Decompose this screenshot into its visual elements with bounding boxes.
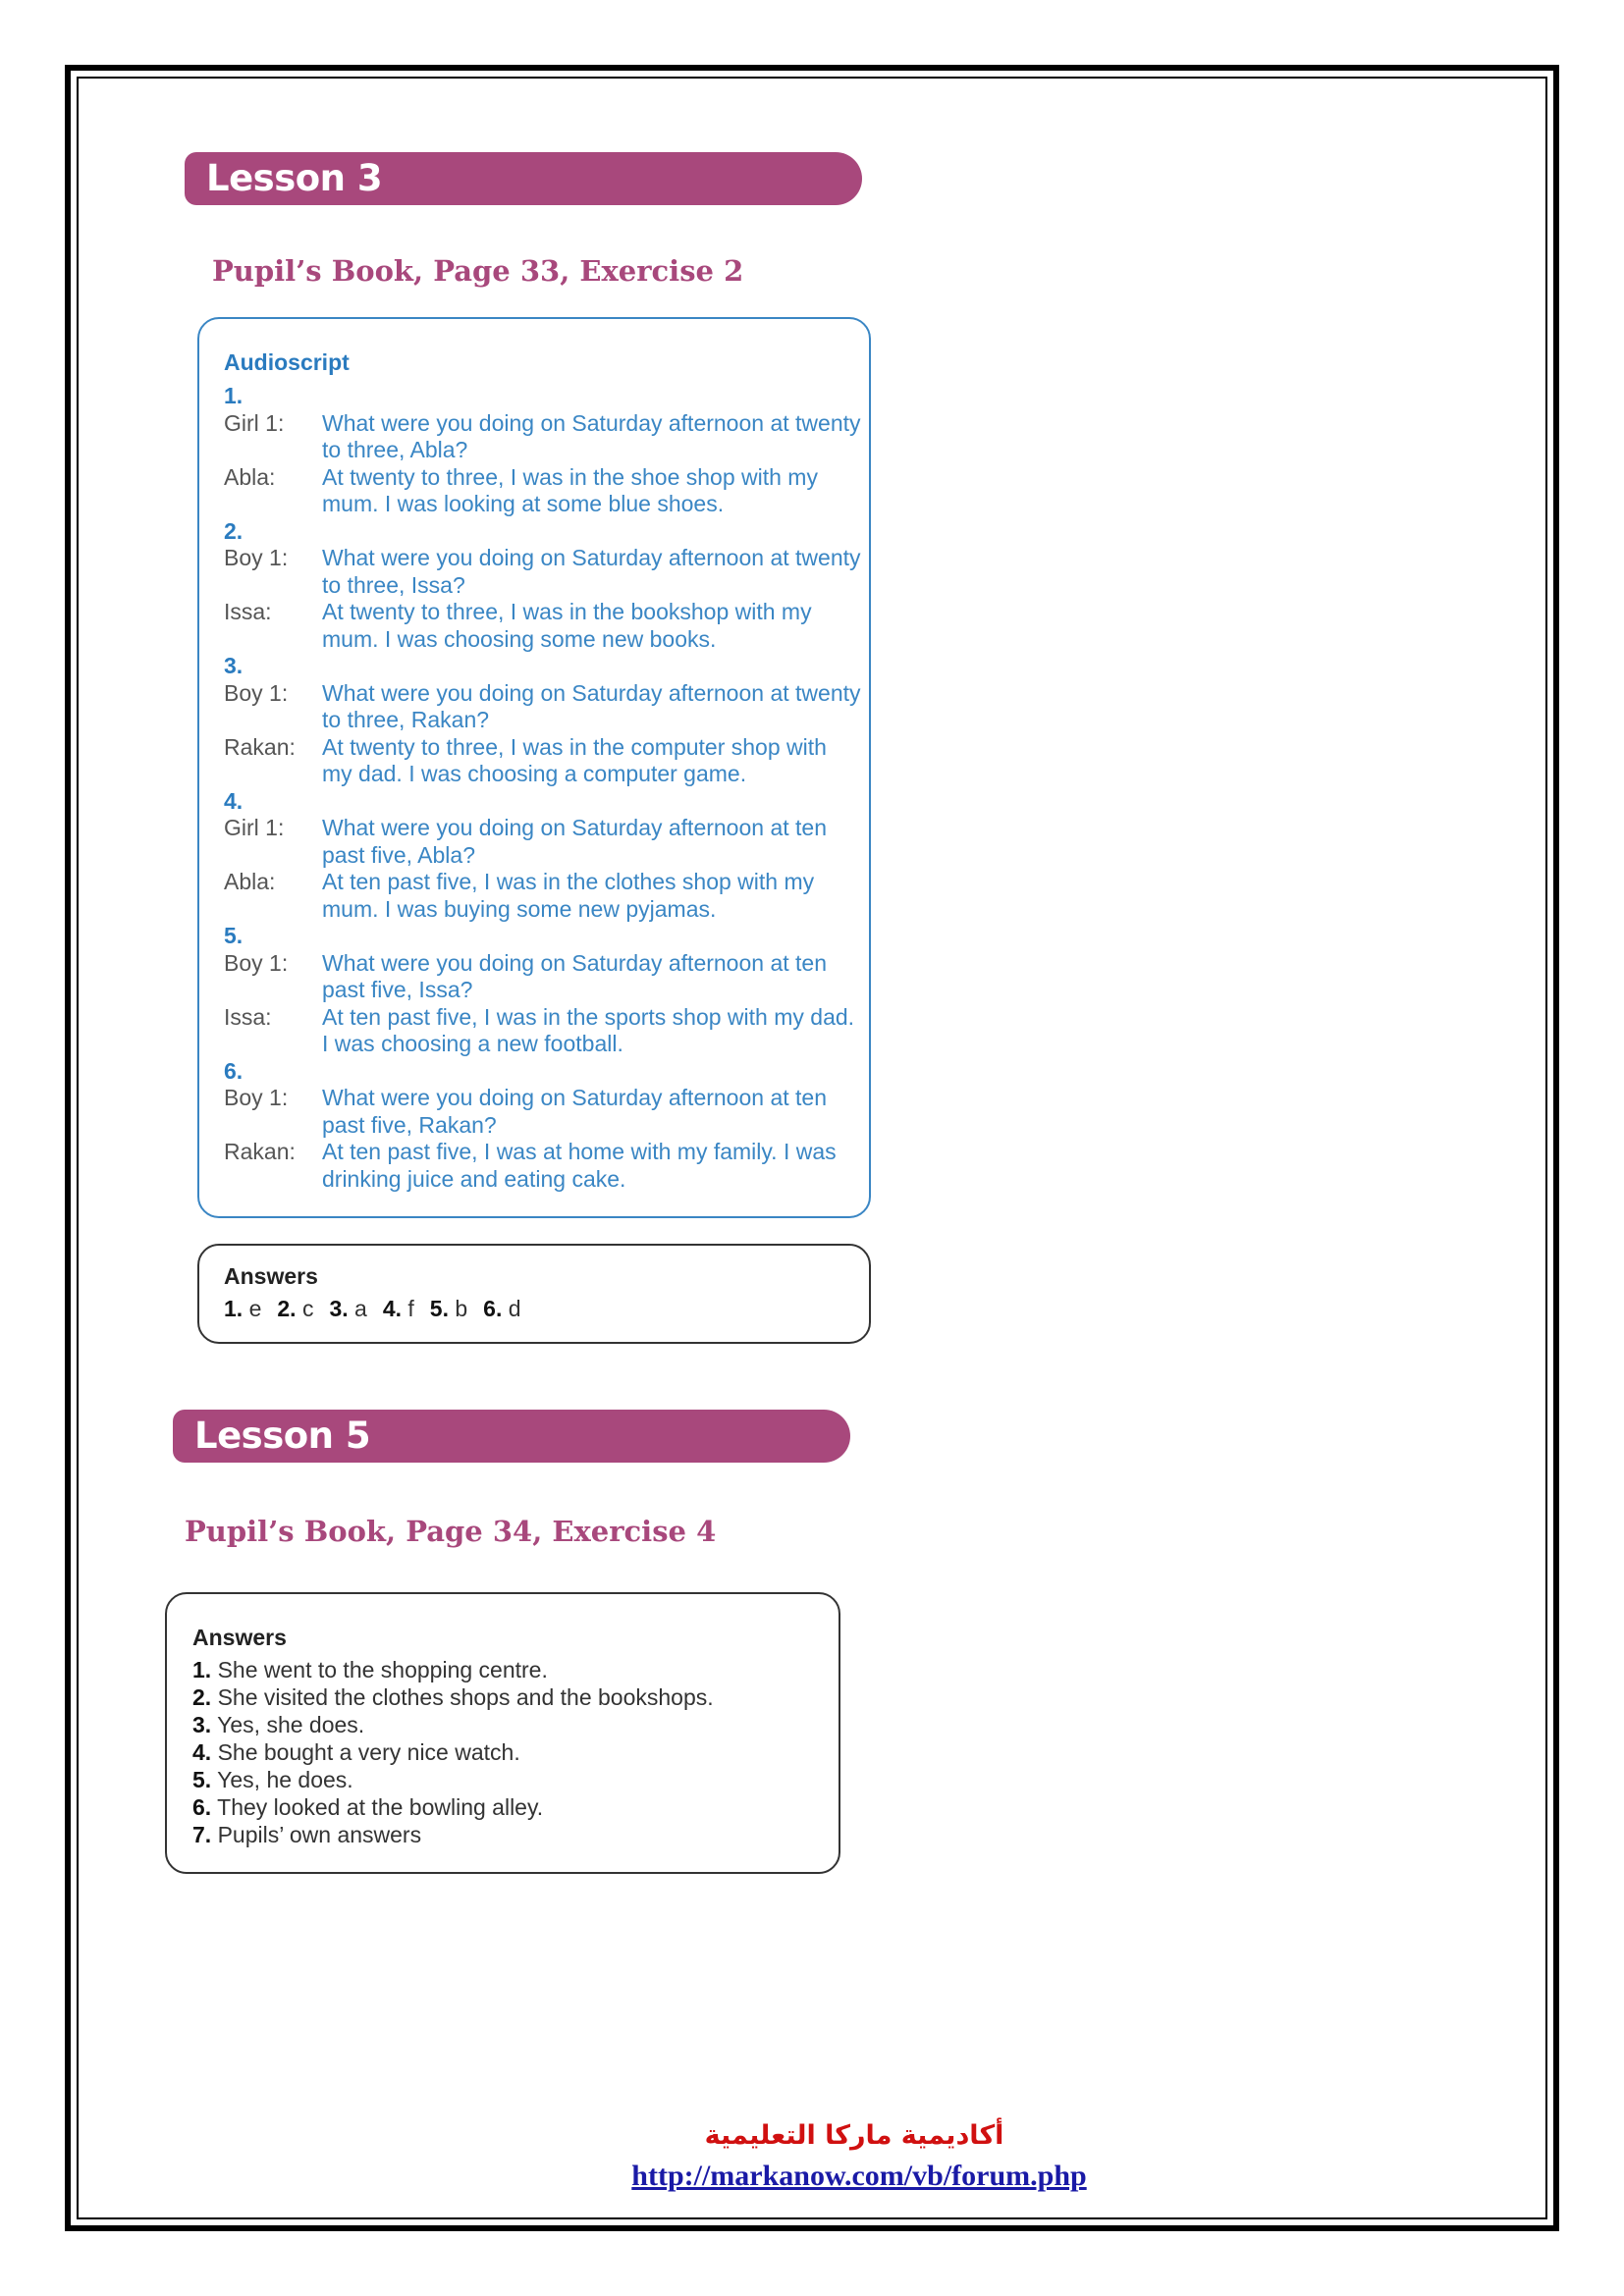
speaker-text: What were you doing on Saturday afternoon at ten past five, Issa? (322, 949, 827, 1002)
lesson5-banner-label: Lesson 5 (194, 1415, 371, 1457)
speaker-text: At twenty to three, I was in the shoe shop with my mum. I was looking at some blue shoes. (322, 463, 818, 516)
lesson5-answers-title: Answers (192, 1625, 287, 1650)
audioscript-item-number: 4. (224, 787, 244, 814)
audioscript-line (224, 1085, 862, 1139)
lesson5-answers-list (192, 1656, 714, 1848)
answer-value: c (296, 1296, 314, 1321)
answer-number: 6. (483, 1296, 503, 1321)
audioscript-title: Audioscript (224, 349, 350, 375)
speaker-text: At twenty to three, I was in the bookshop with my mum. I was choosing some new books. (322, 599, 812, 652)
speaker-text: What were you doing on Saturday afternoon at ten past five, Abla? (322, 815, 827, 868)
answer-number: 4. (382, 1296, 403, 1321)
speaker-label: Girl 1: (224, 409, 285, 436)
audioscript-line (224, 734, 862, 788)
speaker-label: Boy 1: (224, 949, 289, 976)
audioscript-item-number: 6. (224, 1057, 244, 1084)
audioscript-item-number: 1. (224, 383, 244, 408)
answer-number: 1. (224, 1296, 244, 1321)
answer-number: 5. (192, 1767, 212, 1792)
answer-number: 4. (192, 1739, 212, 1765)
speaker-label: Boy 1: (224, 545, 289, 570)
answer-value: a (348, 1296, 367, 1321)
audioscript-line (224, 464, 862, 518)
answer-item (192, 1738, 714, 1766)
answer-number: 1. (192, 1657, 212, 1682)
answer-number: 7. (192, 1822, 212, 1847)
speaker-text: At ten past five, I was in the sports shop with my dad. I was choosing a new football. (322, 1003, 855, 1056)
lesson3-answers-row (224, 1296, 537, 1322)
answer-item (192, 1793, 714, 1821)
audioscript-line (224, 680, 862, 734)
audioscript-item-number: 3. (224, 653, 244, 678)
speaker-text: At ten past five, I was in the clothes shop with my mum. I was buying some new pyjamas. (322, 869, 815, 922)
speaker-text: What were you doing on Saturday afternoon at ten past five, Rakan? (322, 1085, 827, 1138)
answer-value: Yes, she does. (211, 1712, 365, 1737)
answer-number: 3. (192, 1712, 212, 1737)
audioscript-body (224, 383, 862, 1193)
audioscript-item-number: 5. (224, 923, 244, 948)
footer-arabic-title: أكاديمية ماركا التعليمية (704, 2120, 1004, 2151)
answer-value: f (402, 1296, 414, 1321)
audioscript-line (224, 950, 862, 1004)
answer-value: Yes, he does. (211, 1767, 353, 1792)
answer-item (224, 1296, 261, 1321)
answer-number: 5. (429, 1296, 449, 1321)
answer-item (192, 1656, 714, 1683)
answer-item (329, 1296, 366, 1321)
speaker-label: Issa: (224, 599, 272, 624)
audioscript-line (224, 1139, 862, 1193)
speaker-text: What were you doing on Saturday afternoon at twenty to three, Rakan? (322, 679, 861, 732)
audioscript-line (224, 545, 862, 599)
speaker-label: Boy 1: (224, 1085, 289, 1110)
speaker-label: Rakan: (224, 733, 296, 760)
audioscript-line (224, 869, 862, 923)
answer-item (383, 1296, 414, 1321)
answer-value: She went to the shopping centre. (211, 1657, 548, 1682)
answer-item (192, 1766, 714, 1793)
lesson3-answers-box (197, 1244, 871, 1344)
speaker-text: At twenty to three, I was in the computer shop with my dad. I was choosing a computer game. (322, 733, 827, 786)
answer-value: She visited the clothes shops and the bookshops. (211, 1684, 714, 1710)
lesson5-subheading: Pupil’s Book, Page 34, Exercise 4 (185, 1515, 717, 1548)
speaker-label: Boy 1: (224, 679, 289, 706)
answer-item (192, 1711, 714, 1738)
answer-number: 6. (192, 1794, 212, 1820)
audioscript-line (224, 599, 862, 653)
answer-value: They looked at the bowling alley. (211, 1794, 544, 1820)
answer-item (192, 1821, 714, 1848)
speaker-label: Issa: (224, 1003, 272, 1030)
answer-value: She bought a very nice watch. (211, 1739, 520, 1765)
answer-number: 2. (192, 1684, 212, 1710)
answer-item (483, 1296, 520, 1321)
audioscript-item-number: 2. (224, 517, 244, 544)
lesson3-banner-label: Lesson 3 (206, 157, 383, 199)
speaker-text: What were you doing on Saturday afternoon at twenty to three, Abla? (322, 409, 861, 462)
footer-link[interactable]: http://markanow.com/vb/forum.php (631, 2160, 1087, 2192)
answer-value: e (243, 1296, 262, 1321)
answer-value: Pupils’ own answers (211, 1822, 422, 1847)
answer-item (277, 1296, 313, 1321)
audioscript-line (224, 410, 862, 464)
speaker-text: At ten past five, I was at home with my family. I was drinking juice and eating cake. (322, 1139, 837, 1192)
answer-item (192, 1683, 714, 1711)
lesson5-banner (173, 1410, 850, 1463)
speaker-text: What were you doing on Saturday afternoon at twenty to three, Issa? (322, 545, 861, 598)
speaker-label: Rakan: (224, 1139, 296, 1164)
speaker-label: Abla: (224, 869, 276, 894)
speaker-label: Girl 1: (224, 815, 285, 840)
answer-value: d (502, 1296, 521, 1321)
answer-number: 2. (277, 1296, 297, 1321)
answer-number: 3. (329, 1296, 349, 1321)
audioscript-line (224, 1004, 862, 1058)
answer-item (430, 1296, 467, 1321)
lesson3-answers-title: Answers (224, 1263, 318, 1289)
lesson3-subheading: Pupil’s Book, Page 33, Exercise 2 (212, 254, 744, 288)
audioscript-line (224, 815, 862, 869)
lesson3-banner (185, 152, 862, 205)
answer-value: b (448, 1296, 468, 1321)
speaker-label: Abla: (224, 463, 276, 490)
